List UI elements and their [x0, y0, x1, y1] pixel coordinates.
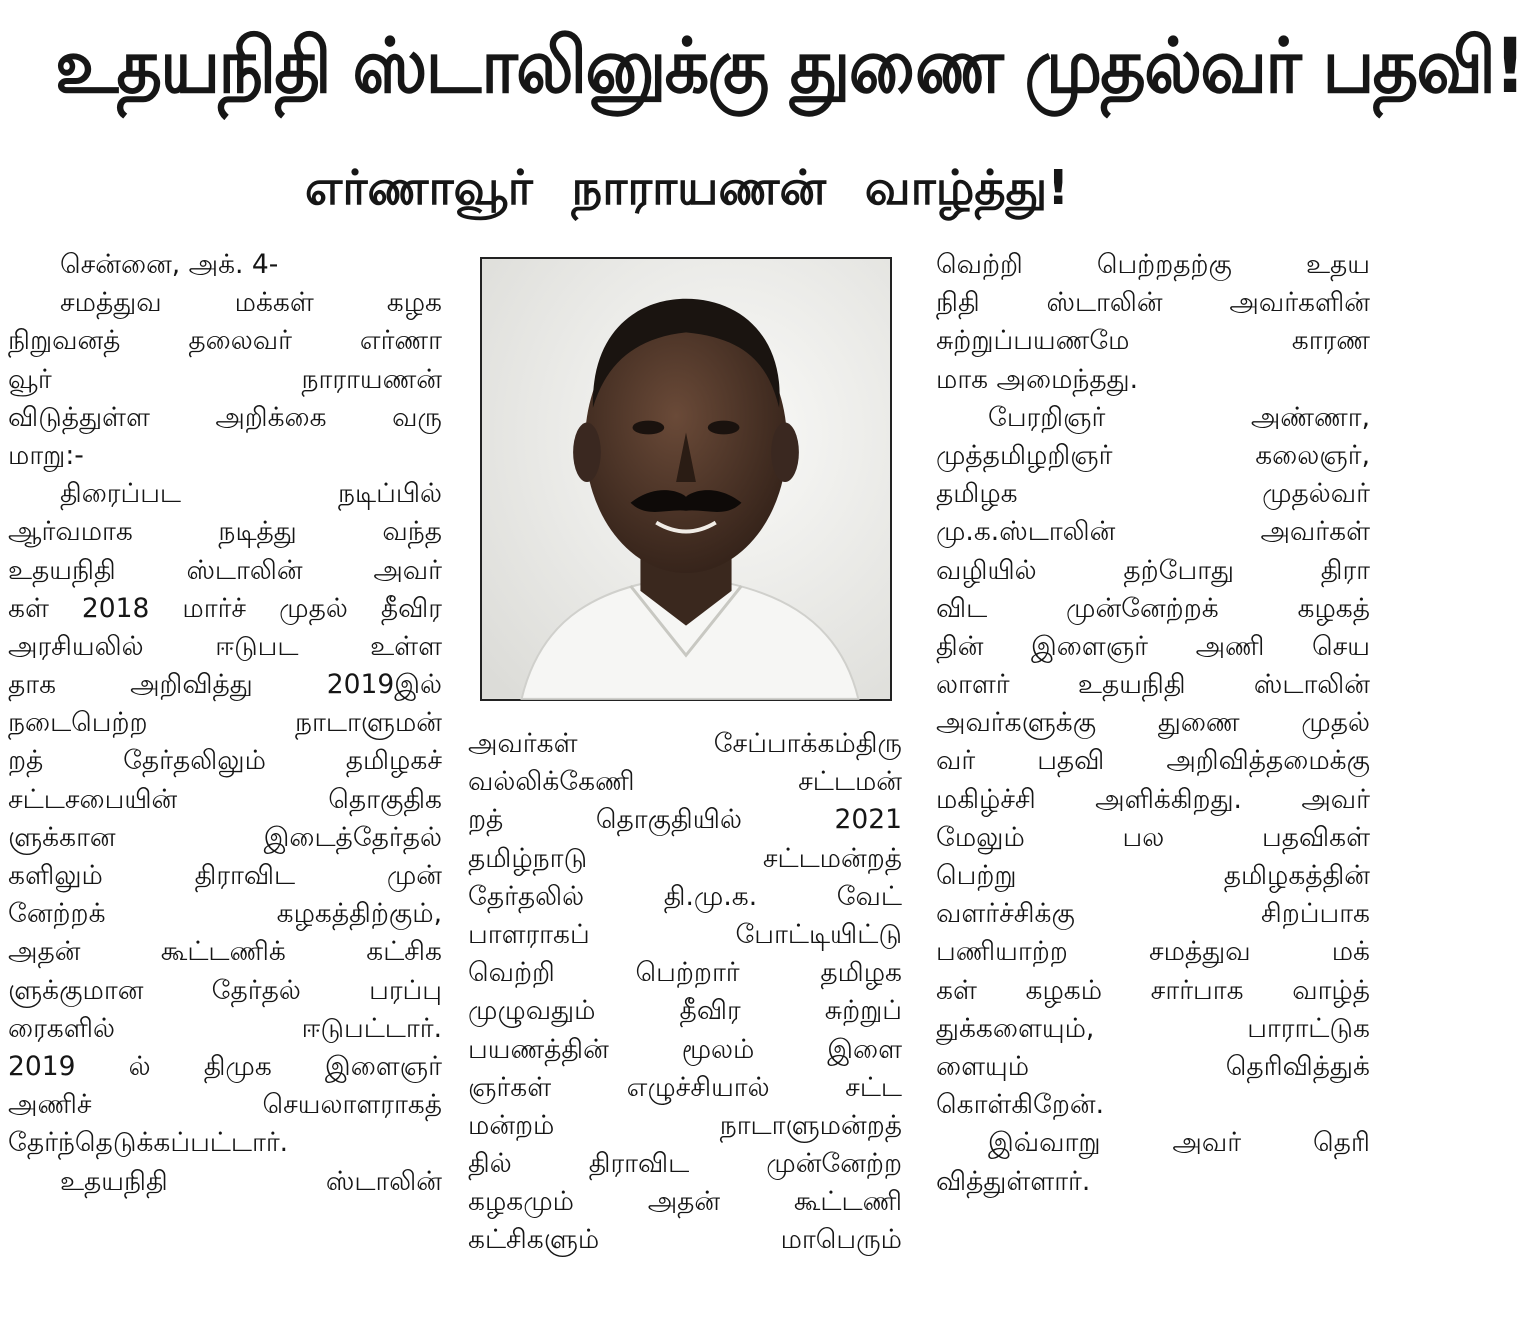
article-line: வல்லிக்கேணி சட்டமன் [468, 766, 902, 798]
headline: உதயநிதி ஸ்டாலினுக்கு துணை முதல்வர் பதவி! [54, 21, 1524, 110]
article-line: ஞர்கள் எழுச்சியால் சட்ட [468, 1071, 902, 1103]
article-line: தேர்தலில் தி.மு.க. வேட் [468, 880, 902, 912]
article-line: விட முன்னேற்றக் கழகத் [936, 592, 1370, 624]
article-line: உதயநிதி ஸ்டாலின் அவர் [8, 554, 442, 586]
article-line: அதன் கூட்டணிக் கட்சிக [8, 936, 442, 968]
article-line: நிதி ஸ்டாலின் அவர்களின் [936, 287, 1370, 319]
article-line: அவர்களுக்கு துணை முதல் [936, 707, 1370, 739]
article-line: பெற்று தமிழகத்தின் [936, 860, 1370, 891]
article-column-right [936, 246, 1370, 1312]
article-line: வித்துள்ளார். [936, 1165, 1091, 1197]
article-line: சென்னை, அக். 4- [60, 249, 279, 280]
article-line: றத் தொகுதியில் 2021 [468, 804, 902, 836]
article-line: னேற்றக் கழகத்திற்கும், [8, 898, 442, 930]
article-line: களிலும் திராவிட முன் [8, 860, 442, 891]
article-line: விடுத்துள்ள அறிக்கை வரு [8, 401, 442, 433]
article-line: அவர்கள் சேப்பாக்கம்திரு [468, 728, 902, 759]
article-line: பயணத்தின் மூலம் இளை [468, 1033, 902, 1065]
article-line: தின் இளைஞர் அணி செய [936, 630, 1370, 662]
article-line: கள் கழகம் சார்பாக வாழ்த் [936, 974, 1370, 1006]
article-line: சட்டசபையின் தொகுதிக [8, 783, 442, 815]
article-line: ளுக்கான இடைத்தேர்தல் [8, 821, 442, 853]
article-line: கட்சிகளும் மாபெரும் [468, 1224, 902, 1256]
article-line: பேரறிஞர் அண்ணா, [988, 401, 1370, 433]
article-line: ளையும் தெரிவித்துக் [936, 1050, 1370, 1082]
article-line: அணிச் செயலாளராகத் [8, 1089, 442, 1121]
article-line: ஆர்வமாக நடித்து வந்த [8, 516, 442, 548]
article-line: றத் தேர்தலிலும் தமிழகச் [8, 745, 442, 777]
article-line: தமிழ்நாடு சட்டமன்றத் [468, 842, 902, 874]
article-line: தாக அறிவித்து 2019இல் [8, 669, 442, 701]
article-line: மாக அமைந்தது. [936, 363, 1139, 395]
article-line: முத்தமிழறிஞர் கலைஞர், [936, 439, 1370, 471]
article-line: முழுவதும் தீவிர சுற்றுப் [468, 995, 902, 1027]
portrait-photo [480, 257, 892, 701]
article-line: துக்களையும், பாராட்டுக [936, 1012, 1370, 1044]
article-line: ளுக்குமான தேர்தல் பரப்பு [8, 974, 442, 1006]
article-line: கழகமும் அதன் கூட்டணி [468, 1186, 902, 1218]
article-line: தமிழக முதல்வர் [936, 478, 1370, 510]
subheadline: எர்ணாவூர் நாராயணன் வாழ்த்து! [304, 160, 1070, 216]
article-line: தேர்ந்தெடுக்கப்பட்டார். [8, 1127, 289, 1159]
article-line: வெற்றி பெற்றதற்கு உதய [936, 249, 1370, 280]
article-line: மாறு:- [8, 439, 84, 471]
article-line: தில் திராவிட முன்னேற்ற [468, 1148, 902, 1180]
article-line: பாளராகப் போட்டியிட்டு [468, 918, 902, 950]
article-line: நடைபெற்ற நாடாளுமன் [8, 707, 442, 739]
article-line: வழியில் தற்போது திரா [936, 554, 1370, 586]
article-line: வளர்ச்சிக்கு சிறப்பாக [936, 898, 1370, 930]
article-line: ரைகளில் ஈடுபட்டார். [8, 1012, 442, 1044]
article-line: கள் 2018 மார்ச் முதல் தீவிர [8, 592, 442, 624]
article-column-left [8, 246, 442, 1312]
article-line: சுற்றுப்பயணமே காரண [936, 325, 1370, 357]
article-line: 2019 ல் திமுக இளைஞர் [8, 1050, 442, 1082]
article-line: மகிழ்ச்சி அளிக்கிறது. அவர் [936, 783, 1370, 815]
article-line: வர் பதவி அறிவித்தமைக்கு [936, 745, 1370, 777]
article-line: சமத்துவ மக்கள் கழக [60, 287, 442, 319]
article-line: கொள்கிறேன். [936, 1089, 1105, 1121]
article-line: மன்றம் நாடாளுமன்றத் [468, 1109, 902, 1141]
article-line: நிறுவனத் தலைவர் எர்ணா [8, 325, 442, 357]
article-line: இவ்வாறு அவர் தெரி [988, 1127, 1370, 1159]
article-line: வூர் நாராயணன் [8, 363, 442, 395]
article-line: வெற்றி பெற்றார் தமிழக [468, 957, 902, 989]
article-column-middle [468, 725, 902, 1315]
article-line: மேலும் பல பதவிகள் [936, 821, 1370, 853]
article-line: லாளர் உதயநிதி ஸ்டாலின் [936, 669, 1370, 701]
article-line: உதயநிதி ஸ்டாலின் [60, 1165, 442, 1197]
article-line: மு.க.ஸ்டாலின் அவர்கள் [936, 516, 1370, 548]
article-line: அரசியலில் ஈடுபட உள்ள [8, 630, 442, 662]
article-line: பணியாற்ற சமத்துவ மக் [936, 936, 1370, 968]
article-line: திரைப்பட நடிப்பில் [60, 478, 442, 510]
